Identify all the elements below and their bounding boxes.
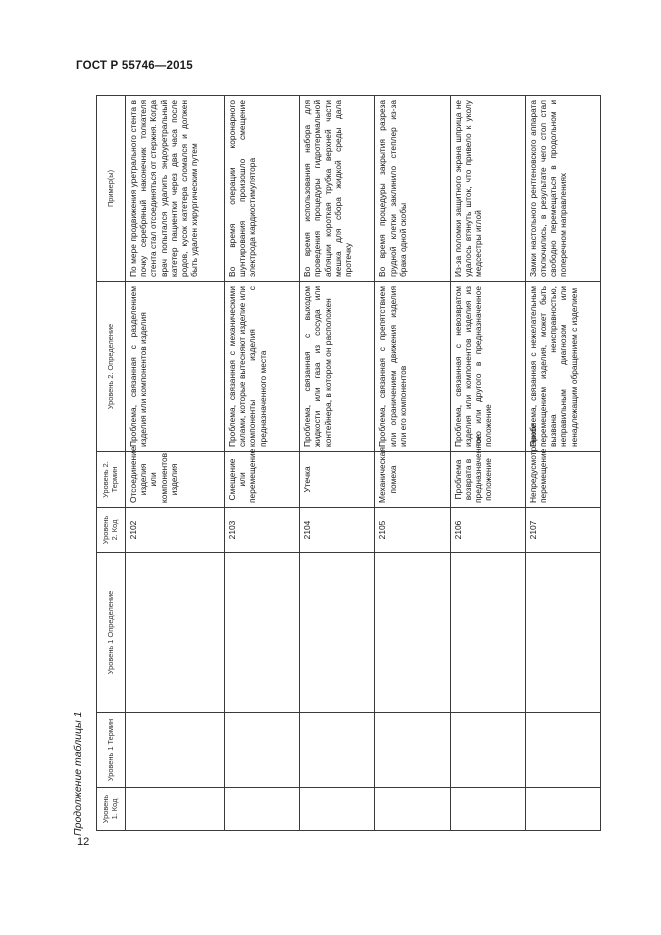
rotated-table-container bbox=[96, 96, 601, 831]
level1-definition-cell bbox=[450, 553, 525, 713]
level1-term-cell bbox=[525, 713, 600, 788]
column-header: Уровень 1. Код bbox=[97, 788, 126, 831]
level1-code-cell bbox=[225, 788, 300, 831]
level2-term-cell: Утечка bbox=[300, 452, 375, 508]
table-row bbox=[525, 96, 600, 831]
level2-definition-cell: Проблема, связанная с механическими силами, которые вытесняют изделие или компоненты изделия с предназначенного места bbox=[225, 282, 300, 452]
level1-code-cell bbox=[450, 788, 525, 831]
level2-code-cell: 2102 bbox=[126, 508, 225, 553]
level1-definition-cell bbox=[300, 553, 375, 713]
document-header: ГОСТ Р 55746—2015 bbox=[76, 60, 193, 72]
level2-definition-cell: Проблема, связанная с препятствием или ограничением движения изделия или его компонентов bbox=[375, 282, 450, 452]
table-row bbox=[126, 96, 225, 831]
column-header: Уровень 2. Определение bbox=[97, 282, 126, 452]
level2-code-cell: 2104 bbox=[300, 508, 375, 553]
table-row bbox=[300, 96, 375, 831]
example-cell: По мере продвижения уретрального стента в почку серебряный наконечник толкателя стента стал отсоединяться от стержня. Когда врач попытался удалить эндоуретральный катетер пациентки через два часа после родов, кусок катетера сломался и должен быть удален хирургическим путем bbox=[126, 96, 225, 282]
column-header: Уровень 2. Код bbox=[97, 508, 126, 553]
example-cell: Из-за поломки защитного экрана шприца не удалось втянуть шток, что привело к уколу медсестры иглой bbox=[450, 96, 525, 282]
column-header: Уровень 2. Термин bbox=[97, 452, 126, 508]
level1-code-cell bbox=[375, 788, 450, 831]
example-cell: Замки настольного рентгеновского аппарата отключились, в результате чего стол стал свободно перемещаться в продольном и поперечном направлениях bbox=[525, 96, 600, 282]
level2-term-cell: Непредусмотренное перемещение bbox=[525, 452, 600, 508]
column-header: Пример(ы) bbox=[97, 96, 126, 282]
level1-term-cell bbox=[450, 713, 525, 788]
column-header: Уровень 1 Определение bbox=[97, 553, 126, 713]
level2-definition-cell: Проблема, связанная с разделением изделия или компонентов изделия bbox=[126, 282, 225, 452]
level2-code-cell: 2107 bbox=[525, 508, 600, 553]
table-continuation-label: Продолжение таблицы 1 bbox=[72, 711, 84, 836]
column-header: Уровень 1 Термин bbox=[97, 713, 126, 788]
level2-definition-cell: Проблема, связанная с невозвратом изделия или компонентов изделия из того или другого в предназначенное положение bbox=[450, 282, 525, 452]
table-row bbox=[450, 96, 525, 831]
level1-code-cell bbox=[126, 788, 225, 831]
level2-definition-cell: Проблема, связанная с выходом жидкости или газа из сосуда или контейнера, в котором он расположен bbox=[300, 282, 375, 452]
example-cell: Во время процедуры закрытия разреза грудной клетки заклинило степлер из-за брака одной скобы bbox=[375, 96, 450, 282]
level1-term-cell bbox=[300, 713, 375, 788]
level1-term-cell bbox=[375, 713, 450, 788]
example-cell: Во время операции коронарного шунтирования произошло смещение электрода кардиостимулятора bbox=[225, 96, 300, 282]
table-row bbox=[375, 96, 450, 831]
level2-code-cell: 2106 bbox=[450, 508, 525, 553]
level2-definition-cell: Проблема, связанная с нежелательным перемещением изделия, может быть вызвана неисправностью, неправильным диагнозом или ненадлежащим обращением с изделием bbox=[525, 282, 600, 452]
table-header-row bbox=[97, 96, 126, 831]
level2-term-cell: Отсоединение изделия или компонентов изделия bbox=[126, 452, 225, 508]
level2-term-cell: Проблема возврата в предназначенное положение bbox=[450, 452, 525, 508]
classification-table bbox=[96, 95, 601, 831]
level2-code-cell: 2105 bbox=[375, 508, 450, 553]
level1-definition-cell bbox=[375, 553, 450, 713]
page-number: 12 bbox=[77, 836, 90, 848]
level1-term-cell bbox=[126, 713, 225, 788]
level1-code-cell bbox=[300, 788, 375, 831]
level1-definition-cell bbox=[126, 553, 225, 713]
level2-term-cell: Смещение или перемещение bbox=[225, 452, 300, 508]
level1-term-cell bbox=[225, 713, 300, 788]
example-cell: Во время использования набора для проведения процедуры гидротермальной абляции короткая трубка верхней части мешка для сбора жидкой среды дала протечку bbox=[300, 96, 375, 282]
level1-definition-cell bbox=[525, 553, 600, 713]
table-row bbox=[225, 96, 300, 831]
level1-definition-cell bbox=[225, 553, 300, 713]
level2-term-cell: Механическая помеха bbox=[375, 452, 450, 508]
level2-code-cell: 2103 bbox=[225, 508, 300, 553]
level1-code-cell bbox=[525, 788, 600, 831]
